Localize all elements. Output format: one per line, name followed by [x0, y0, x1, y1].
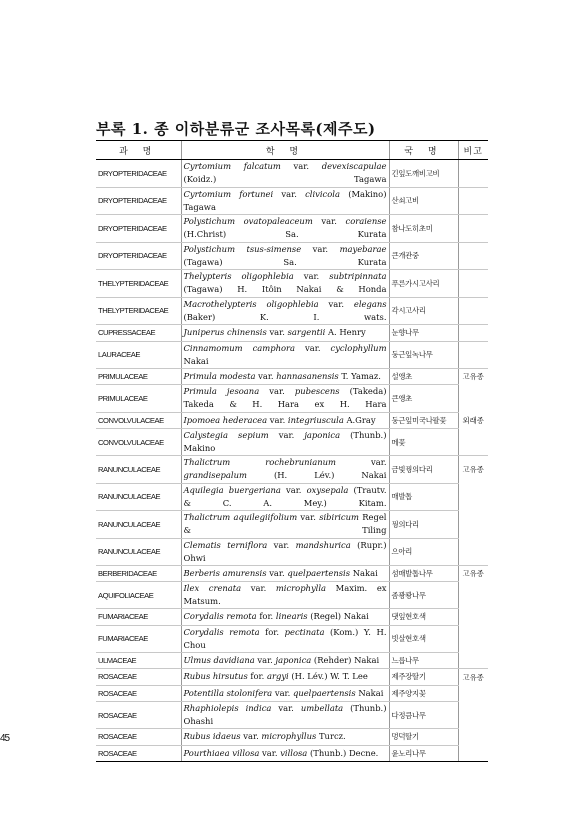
table-row: [96, 669, 488, 686]
author-text: var.: [259, 747, 281, 758]
taxon-name: Cyrtomium fortunei: [183, 188, 274, 199]
author-text: (Tagawa) Sa. Kurata: [183, 256, 387, 267]
table-row: [96, 412, 488, 429]
korean-name-cell: 둥근잎미국나팔꽃: [389, 412, 458, 429]
page-number: 45: [0, 733, 10, 744]
taxon-name: villosa: [280, 747, 308, 758]
author-text: var.: [267, 414, 288, 425]
note-cell: [458, 297, 488, 325]
family-cell: LAURACEAE: [96, 341, 181, 368]
korean-name-cell: 꿩의다리: [389, 511, 458, 539]
scientific-name-cell: [181, 652, 389, 669]
author-text: var.: [267, 539, 296, 550]
author-text: (Makino) Tagawa: [183, 188, 387, 212]
taxon-name: cyclophyllum: [330, 342, 387, 353]
table-row: [96, 270, 488, 298]
korean-name-cell: 큰개관중: [389, 242, 458, 270]
taxon-name: elegans: [353, 298, 387, 309]
taxon-name: japonica: [275, 654, 312, 665]
author-text: var.: [255, 370, 277, 381]
table-row: [96, 456, 488, 484]
author-text: for.: [247, 671, 267, 682]
table-row: [96, 729, 488, 746]
taxon-name: Thalictrum rochebrunianum: [183, 457, 336, 468]
taxon-name: pectinata: [284, 626, 325, 637]
family-cell: ROSACEAE: [96, 729, 181, 746]
author-text: A.Gray: [343, 414, 376, 425]
author-text: (Tagawa) H. Itôin Nakai & Honda: [183, 284, 387, 295]
family-cell: CONVOLVULACEAE: [96, 412, 181, 429]
table-row: [96, 652, 488, 669]
author-text: (Rupr.) Ohwi: [183, 539, 387, 563]
family-cell: ROSACEAE: [96, 745, 181, 762]
taxon-name: Primula jesoana: [183, 386, 260, 397]
korean-name-cell: 섬매발톱나무: [389, 565, 458, 582]
table-row: [96, 483, 488, 511]
author-text: (Takeda) Takeda & H. Hara ex H. Hara: [183, 386, 387, 410]
korean-name-cell: 윤노리나무: [389, 745, 458, 762]
taxon-name: quelpaertensis: [292, 687, 356, 698]
note-cell: [458, 511, 488, 539]
taxon-name: japonica: [304, 430, 341, 440]
korean-name-cell: 댓잎현호색: [389, 609, 458, 626]
scientific-name-cell: [181, 729, 389, 746]
taxon-name: Ipomoea hederacea: [183, 414, 268, 425]
scientific-name-cell: [181, 511, 389, 539]
family-cell: CONVOLVULACEAE: [96, 429, 181, 456]
family-cell: DRYOPTERIDACEAE: [96, 215, 181, 243]
table-row: [96, 187, 488, 215]
note-cell: [458, 483, 488, 511]
note-cell: [458, 341, 488, 368]
scientific-name-cell: [181, 685, 389, 702]
taxon-name: Polystichum tsus-simense: [183, 243, 302, 254]
table-row: [96, 215, 488, 243]
taxon-name: devexiscapulae: [321, 161, 387, 172]
family-cell: RANUNCULACEAE: [96, 456, 181, 484]
taxon-name: Ulmus davidiana: [183, 654, 255, 665]
taxon-name: sibiricum: [319, 512, 359, 523]
taxon-name: Aquilegia buergeriana: [183, 484, 281, 495]
taxon-name: clivicola: [305, 188, 340, 199]
taxon-name: Cyrtomium falcatum: [183, 161, 281, 172]
family-cell: ROSACEAE: [96, 702, 181, 729]
author-text: (Rehder) Nakai: [311, 654, 380, 665]
family-cell: PRIMULACEAE: [96, 385, 181, 413]
author-text: var.: [268, 430, 305, 440]
taxon-name: Thalictrum aquilegiifolium: [183, 512, 298, 523]
table-row: [96, 368, 488, 385]
scientific-name-cell: [181, 565, 389, 582]
note-cell: 외래종: [458, 412, 488, 429]
korean-name-cell: 다정큼나무: [389, 702, 458, 729]
author-text: Nakai: [350, 567, 378, 578]
header-note: 비고: [458, 141, 488, 160]
author-text: (Koidz.) Tagawa: [183, 174, 387, 185]
family-cell: THELYPTERIDACEAE: [96, 270, 181, 298]
author-text: Turcz.: [316, 731, 346, 742]
table-row: [96, 625, 488, 652]
taxon-name: Ilex crenata: [183, 583, 242, 593]
korean-name-cell: 빗살현호색: [389, 625, 458, 652]
taxon-name: Polystichum ovatopaleaceum: [183, 216, 313, 227]
family-cell: RANUNCULACEAE: [96, 483, 181, 511]
taxon-name: Calystegia sepium: [183, 430, 269, 440]
family-cell: THELYPTERIDACEAE: [96, 297, 181, 325]
taxon-name: umbellata: [300, 703, 344, 713]
author-text: var.: [295, 342, 331, 353]
note-cell: 고유종: [458, 456, 488, 484]
korean-name-cell: 메꽃: [389, 429, 458, 456]
taxon-name: mayebarae: [339, 243, 387, 254]
author-text: Nakai: [183, 355, 209, 366]
table-row: [96, 685, 488, 702]
note-cell: 고유종: [458, 565, 488, 582]
author-text: T. Yamaz.: [338, 370, 381, 381]
author-text: var.: [293, 271, 330, 282]
taxon-name: pubescens: [294, 386, 340, 397]
korean-name-cell: 멍덕딸기: [389, 729, 458, 746]
family-cell: ULMACEAE: [96, 652, 181, 669]
note-cell: [458, 582, 488, 609]
header-korean-name: 국 명: [389, 141, 458, 160]
family-cell: FUMARIACEAE: [96, 609, 181, 626]
note-cell: [458, 745, 488, 762]
scientific-name-cell: [181, 625, 389, 652]
note-cell: [458, 325, 488, 342]
author-text: var.: [312, 216, 346, 227]
author-text: (Regel) Nakai: [307, 611, 369, 622]
taxon-name: Juniperus chinensis: [183, 327, 267, 338]
note-cell: [458, 538, 488, 565]
korean-name-cell: 눈향나무: [389, 325, 458, 342]
header-family: 과 명: [96, 141, 181, 160]
scientific-name-cell: [181, 538, 389, 565]
table-row: [96, 160, 488, 188]
author-text: var.: [301, 243, 340, 254]
korean-name-cell: 긴잎도깨비고비: [389, 160, 458, 188]
scientific-name-cell: [181, 702, 389, 729]
author-text: var.: [280, 161, 322, 172]
table-row: [96, 745, 488, 762]
author-text: var.: [266, 567, 288, 578]
family-cell: DRYOPTERIDACEAE: [96, 187, 181, 215]
note-cell: [458, 685, 488, 702]
family-cell: ROSACEAE: [96, 685, 181, 702]
korean-name-cell: 설앵초: [389, 368, 458, 385]
family-cell: DRYOPTERIDACEAE: [96, 160, 181, 188]
author-text: for.: [256, 611, 276, 622]
note-cell: [458, 625, 488, 652]
scientific-name-cell: [181, 429, 389, 456]
scientific-name-cell: [181, 412, 389, 429]
note-cell: [458, 702, 488, 729]
note-cell: [458, 270, 488, 298]
taxon-name: subtripinnata: [329, 271, 387, 282]
note-cell: [458, 385, 488, 413]
taxon-name: Cinnamomum camphora: [183, 342, 296, 353]
scientific-name-cell: [181, 242, 389, 270]
taxon-name: coraiense: [345, 216, 387, 227]
table-row: [96, 325, 488, 342]
scientific-name-cell: [181, 341, 389, 368]
table-row: [96, 511, 488, 539]
taxon-name: Potentilla stolonifera: [183, 687, 273, 698]
scientific-name-cell: [181, 385, 389, 413]
author-text: (Thunb.) Makino: [183, 430, 387, 453]
author-text: (Trautv. & C. A. Mey.) Kitam.: [183, 484, 387, 508]
family-cell: RANUNCULACEAE: [96, 538, 181, 565]
scientific-name-cell: [181, 669, 389, 686]
table-row: [96, 242, 488, 270]
author-text: A. Henry: [325, 327, 366, 338]
taxon-name: Rubus idaeus: [183, 731, 241, 742]
author-text: (Thunb.) Decne.: [307, 747, 379, 758]
note-cell: [458, 729, 488, 746]
scientific-name-cell: [181, 325, 389, 342]
table-row: [96, 582, 488, 609]
table-row: [96, 565, 488, 582]
note-cell: [458, 187, 488, 215]
scientific-name-cell: [181, 745, 389, 762]
author-text: var.: [240, 731, 262, 742]
korean-name-cell: 푸른가시고사리: [389, 270, 458, 298]
family-cell: FUMARIACEAE: [96, 625, 181, 652]
author-text: Regel & Tiling: [183, 512, 387, 536]
korean-name-cell: 큰앵초: [389, 385, 458, 413]
taxon-name: Rubus hirsutus: [183, 671, 248, 682]
taxon-name: mandshurica: [295, 539, 351, 550]
scientific-name-cell: [181, 483, 389, 511]
author-text: var.: [259, 386, 295, 397]
scientific-name-cell: [181, 456, 389, 484]
scientific-name-cell: [181, 160, 389, 188]
taxon-name: integriuscula: [287, 414, 344, 425]
taxon-name: Thelypteris oligophlebia: [183, 271, 294, 282]
note-cell: [458, 429, 488, 456]
taxon-name: Rhaphiolepis indica: [183, 703, 272, 713]
korean-name-cell: 참나도히초미: [389, 215, 458, 243]
korean-name-cell: 으아리: [389, 538, 458, 565]
table-row: [96, 429, 488, 456]
taxon-name: grandisepalum: [183, 470, 247, 481]
table-header-row: [96, 141, 488, 160]
author-text: var.: [254, 654, 276, 665]
family-cell: AQUIFOLIACEAE: [96, 582, 181, 609]
family-cell: RANUNCULACEAE: [96, 511, 181, 539]
note-cell: 고유종: [458, 669, 488, 686]
taxon-name: Corydalis remota: [183, 611, 257, 622]
taxon-name: linearis: [275, 611, 308, 622]
author-text: var.: [271, 703, 301, 713]
scientific-name-cell: [181, 368, 389, 385]
family-cell: ROSACEAE: [96, 669, 181, 686]
author-text: (H. Lév.) Nakai: [246, 470, 387, 481]
table-body: [96, 160, 488, 762]
author-text: var.: [266, 327, 288, 338]
table-row: [96, 702, 488, 729]
taxon-name: oxysepala: [306, 484, 349, 495]
family-cell: CUPRESSACEAE: [96, 325, 181, 342]
korean-name-cell: 각시고사리: [389, 297, 458, 325]
scientific-name-cell: [181, 187, 389, 215]
taxon-name: quelpaertensis: [287, 567, 351, 578]
family-cell: DRYOPTERIDACEAE: [96, 242, 181, 270]
author-text: var.: [241, 583, 276, 593]
note-cell: 고유종: [458, 368, 488, 385]
author-text: (Kom.) Y. H. Chou: [183, 626, 387, 650]
table-row: [96, 609, 488, 626]
table-row: [96, 297, 488, 325]
author-text: Maxim. ex Matsum.: [183, 583, 387, 606]
taxon-name: Macrothelypteris oligophlebia: [183, 298, 319, 309]
taxon-name: Primula modesta: [183, 370, 256, 381]
family-cell: BERBERIDACEAE: [96, 565, 181, 582]
note-cell: [458, 652, 488, 669]
table-row: [96, 385, 488, 413]
author-text: var.: [318, 298, 354, 309]
taxon-name: Clematis terniflora: [183, 539, 268, 550]
korean-name-cell: 금빛꿩의다리: [389, 456, 458, 484]
korean-name-cell: 산쇠고비: [389, 187, 458, 215]
author-text: var.: [335, 457, 387, 468]
taxon-name: microphyllus: [261, 731, 317, 742]
author-text: Nakai: [355, 687, 384, 698]
author-text: (Baker) K. I. wats.: [183, 311, 387, 322]
taxon-name: argyi: [266, 671, 289, 682]
note-cell: [458, 215, 488, 243]
taxon-name: Corydalis remota: [183, 626, 260, 637]
note-cell: [458, 609, 488, 626]
korean-name-cell: 매발톱: [389, 483, 458, 511]
author-text: var.: [297, 512, 320, 523]
note-cell: [458, 242, 488, 270]
taxon-name: hannasanensis: [276, 370, 339, 381]
author-text: (H.Christ) Sa. Kurata: [183, 229, 387, 240]
scientific-name-cell: [181, 582, 389, 609]
korean-name-cell: 제주양지꽃: [389, 685, 458, 702]
scientific-name-cell: [181, 609, 389, 626]
taxon-name: Berberis amurensis: [183, 567, 267, 578]
author-text: var.: [280, 484, 307, 495]
korean-name-cell: 느릅나무: [389, 652, 458, 669]
table-row: [96, 538, 488, 565]
author-text: (Thunb.) Ohashi: [183, 703, 387, 726]
author-text: var.: [273, 188, 306, 199]
author-text: (H. Lév.) W. T. Lee: [288, 671, 368, 682]
family-cell: PRIMULACEAE: [96, 368, 181, 385]
page-title: 부록 1. 종 이하분류군 조사목록(제주도): [96, 120, 376, 138]
taxon-name: Pourthiaea villosa: [183, 747, 260, 758]
taxon-name: microphylla: [275, 583, 327, 593]
species-table: [96, 140, 488, 762]
author-text: var.: [272, 687, 293, 698]
korean-name-cell: 둥근잎녹나무: [389, 341, 458, 368]
taxon-name: sargentii: [287, 327, 326, 338]
author-text: for.: [259, 626, 285, 637]
scientific-name-cell: [181, 215, 389, 243]
header-scientific-name: 학 명: [181, 141, 389, 160]
table-row: [96, 341, 488, 368]
korean-name-cell: 좀꽝꽝나무: [389, 582, 458, 609]
korean-name-cell: 제주장딸기: [389, 669, 458, 686]
scientific-name-cell: [181, 297, 389, 325]
note-cell: [458, 160, 488, 188]
scientific-name-cell: [181, 270, 389, 298]
